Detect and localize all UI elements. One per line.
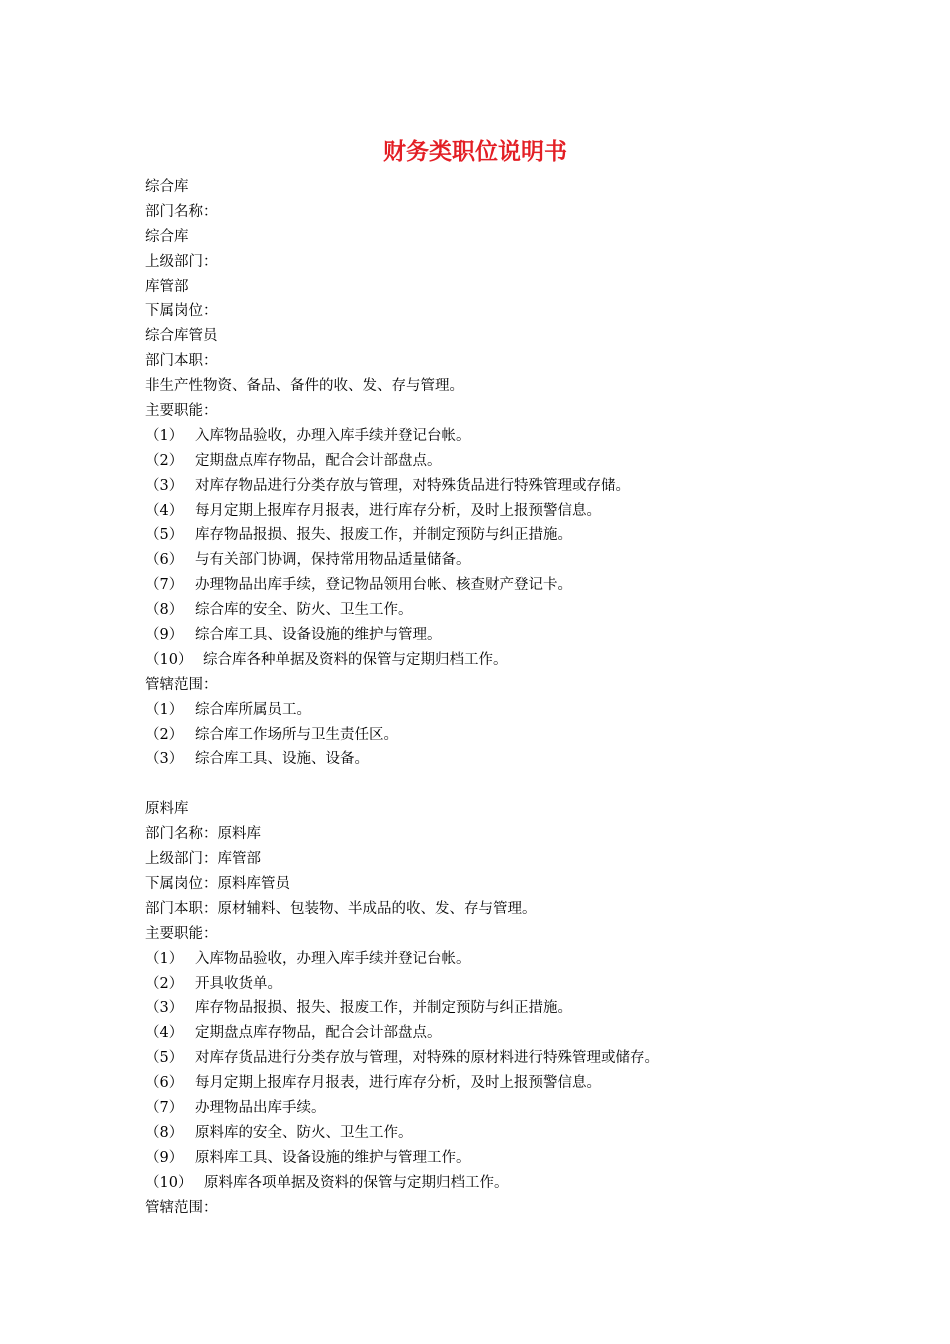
list-item-text: 原料库的安全、防火、卫生工作。 — [195, 1124, 413, 1141]
list-item-number: （3） — [145, 751, 184, 768]
list-item-number: （7） — [145, 577, 184, 594]
list-item-text: 入库物品验收，办理入库手续并登记台帐。 — [195, 427, 471, 444]
list-item — [145, 598, 865, 623]
list-item — [145, 747, 865, 772]
section2-scope-label: 管辖范围： — [145, 1199, 218, 1216]
list-item-number: （6） — [145, 1075, 184, 1092]
list-item-text: 开具收货单。 — [195, 975, 282, 992]
section1-functions-label: 主要职能： — [145, 403, 218, 420]
document-body — [145, 175, 865, 1220]
list-item-number: （9） — [145, 627, 184, 644]
list-item — [145, 499, 865, 524]
list-item-text: 办理物品出库手续，登记物品领用台帐、核查财产登记卡。 — [195, 577, 572, 594]
list-item-number: （9） — [145, 1149, 184, 1166]
list-item-text: 与有关部门协调，保持常用物品适量储备。 — [195, 552, 471, 569]
list-item-text: 综合库的安全、防火、卫生工作。 — [195, 602, 413, 619]
list-item-number: （3） — [145, 477, 184, 494]
list-item-text: 办理物品出库手续。 — [195, 1099, 326, 1116]
list-item-text: 对库存物品进行分类存放与管理，对特殊货品进行特殊管理或存储。 — [195, 477, 630, 494]
list-item-number: （1） — [145, 701, 184, 718]
list-item — [145, 474, 865, 499]
list-item-text: 原料库各项单据及资料的保管与定期归档工作。 — [204, 1174, 509, 1191]
list-item — [145, 1071, 865, 1096]
list-item-text: 库存物品报损、报失、报废工作，并制定预防与纠正措施。 — [195, 527, 572, 544]
section1-superior-label: 上级部门： — [145, 253, 218, 270]
list-item — [145, 648, 865, 673]
section1-superior-value: 库管部 — [145, 278, 189, 295]
list-item-number: （1） — [145, 950, 184, 967]
list-item — [145, 1046, 865, 1071]
list-item — [145, 523, 865, 548]
list-item-text: 入库物品验收，办理入库手续并登记台帐。 — [195, 950, 471, 967]
list-item-number: （2） — [145, 975, 184, 992]
list-item — [145, 1171, 865, 1196]
list-item-number: （4） — [145, 502, 184, 519]
list-item — [145, 1021, 865, 1046]
section-spacer — [145, 772, 865, 797]
list-item-text: 综合库工具、设备设施的维护与管理。 — [195, 627, 442, 644]
list-item-text: 每月定期上报库存月报表，进行库存分析，及时上报预警信息。 — [195, 502, 601, 519]
list-item — [145, 996, 865, 1021]
list-item — [145, 1096, 865, 1121]
section2-dept-name: 部门名称：原料库 — [145, 826, 261, 843]
section1-subordinate-label: 下属岗位： — [145, 303, 218, 320]
section1-dept-name-label: 部门名称： — [145, 203, 218, 220]
list-item-number: （3） — [145, 1000, 184, 1017]
list-item-number: （5） — [145, 527, 184, 544]
list-item-number: （8） — [145, 1124, 184, 1141]
list-item — [145, 1121, 865, 1146]
section2-superior: 上级部门：库管部 — [145, 851, 261, 868]
list-item-text: 每月定期上报库存月报表，进行库存分析，及时上报预警信息。 — [195, 1075, 601, 1092]
list-item-number: （1） — [145, 427, 184, 444]
list-item — [145, 449, 865, 474]
section1-duty-label: 部门本职： — [145, 353, 218, 370]
document-title: 财务类职位说明书 — [383, 139, 567, 165]
list-item-text: 定期盘点库存物品，配合会计部盘点。 — [195, 452, 442, 469]
list-item-number: （2） — [145, 726, 184, 743]
list-item-text: 综合库工具、设施、设备。 — [195, 751, 369, 768]
list-item — [145, 723, 865, 748]
section1-scope-label: 管辖范围： — [145, 676, 218, 693]
list-item — [145, 698, 865, 723]
list-item — [145, 972, 865, 997]
list-item-number: （7） — [145, 1099, 184, 1116]
section1-heading: 综合库 — [145, 179, 189, 195]
section2-duty: 部门本职：原材辅料、包装物、半成品的收、发、存与管理。 — [145, 900, 537, 917]
list-item-number: （4） — [145, 1025, 184, 1042]
section1-subordinate-value: 综合库管员 — [145, 328, 218, 345]
list-item — [145, 573, 865, 598]
list-item-number: （5） — [145, 1050, 184, 1067]
list-item-text: 定期盘点库存物品，配合会计部盘点。 — [195, 1025, 442, 1042]
list-item-text: 原料库工具、设备设施的维护与管理工作。 — [195, 1149, 471, 1166]
list-item-number: （6） — [145, 552, 184, 569]
section2-functions-label: 主要职能： — [145, 925, 218, 942]
list-item — [145, 623, 865, 648]
section1-dept-name-value: 综合库 — [145, 228, 189, 245]
list-item-number: （10） — [145, 1174, 193, 1191]
section2-heading: 原料库 — [145, 801, 189, 818]
section2-subordinate: 下属岗位：原料库管员 — [145, 875, 290, 892]
list-item-number: （8） — [145, 602, 184, 619]
list-item-text: 综合库所属员工。 — [195, 701, 311, 718]
list-item-text: 综合库工作场所与卫生责任区。 — [195, 726, 398, 743]
list-item — [145, 1146, 865, 1171]
list-item-number: （10） — [145, 651, 193, 668]
list-item — [145, 424, 865, 449]
list-item — [145, 548, 865, 573]
list-item-text: 综合库各种单据及资料的保管与定期归档工作。 — [203, 651, 508, 668]
list-item-number: （2） — [145, 452, 184, 469]
list-item-text: 库存物品报损、报失、报废工作，并制定预防与纠正措施。 — [195, 1000, 572, 1017]
list-item-text: 对库存货品进行分类存放与管理，对特殊的原材料进行特殊管理或储存。 — [195, 1050, 659, 1067]
section1-duty-value: 非生产性物资、备品、备件的收、发、存与管理。 — [145, 378, 464, 395]
list-item — [145, 947, 865, 972]
